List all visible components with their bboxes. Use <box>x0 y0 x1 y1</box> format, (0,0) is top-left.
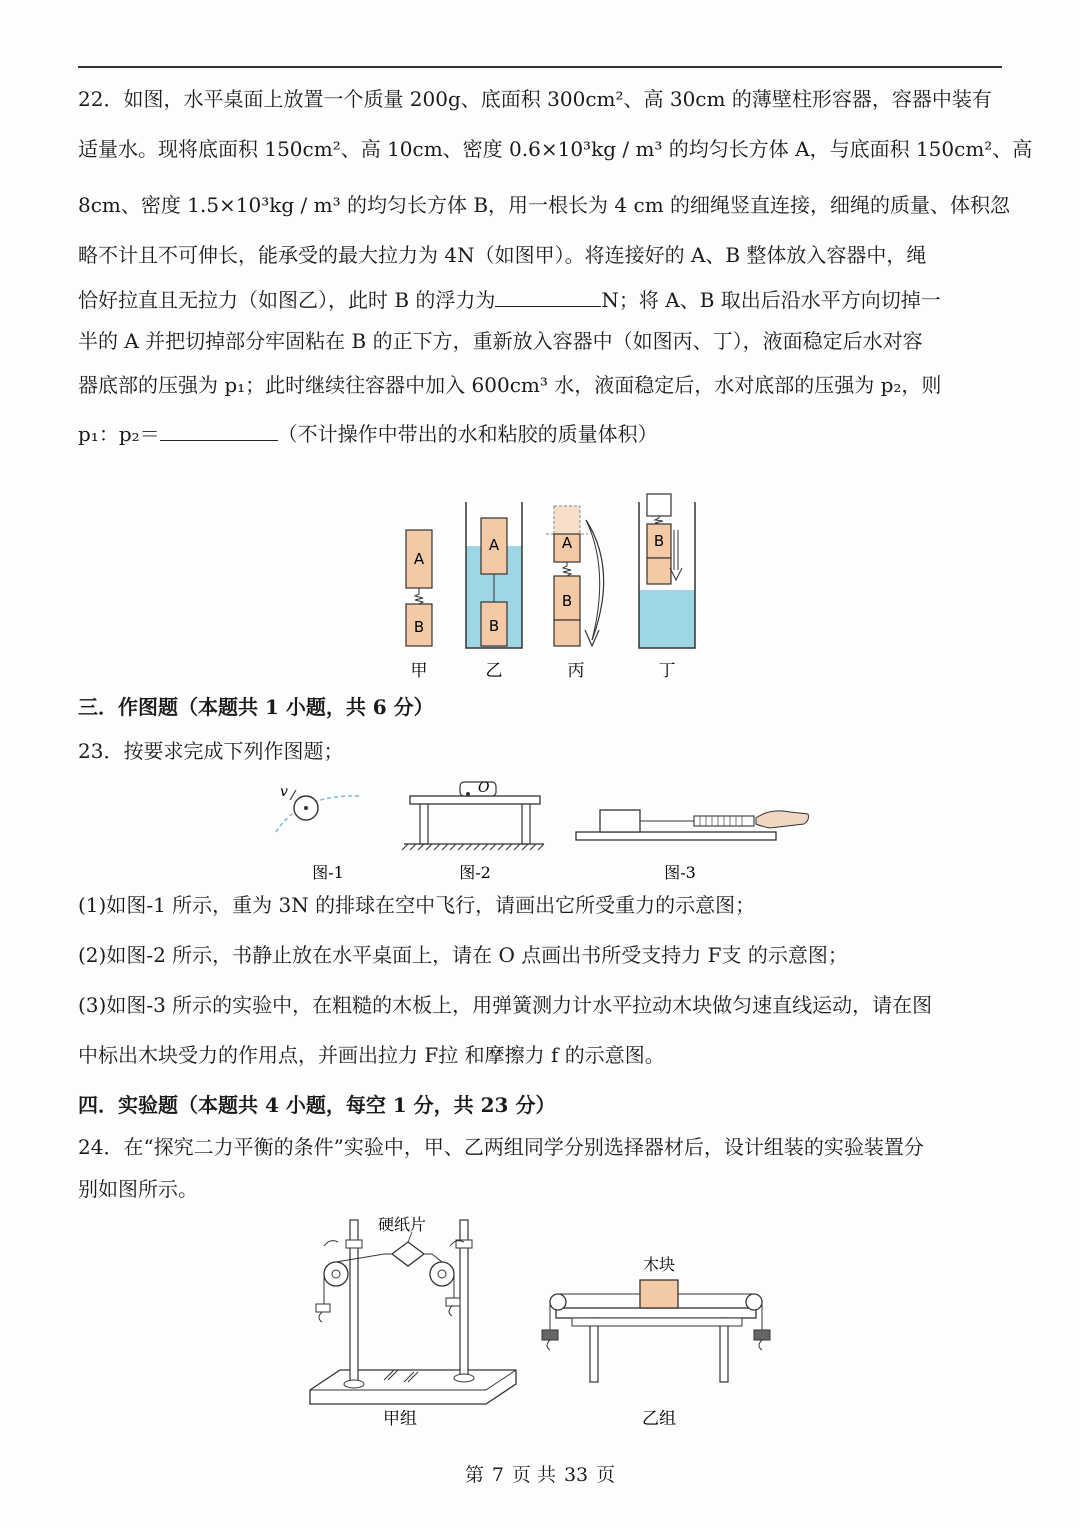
q22-line-2: 适量水。现将底面积 150cm²、高 10cm、密度 0.6×10³kg / m³ 的均匀长方体 A，与底面积 150cm²、高 <box>78 137 1033 161</box>
base-board <box>310 1370 516 1404</box>
caption-bing: 丙 <box>567 661 585 681</box>
q22-line-7: 器底部的压强为 p₁；此时继续往容器中加入 600cm³ 水，液面稳定后，水对底部的压强为 p₂，则 <box>78 373 942 397</box>
q22-line-5 <box>78 286 941 313</box>
desk-apron <box>572 1318 742 1326</box>
answer-blank-buoyancy[interactable] <box>495 286 601 307</box>
wood-block <box>600 810 640 832</box>
glued-part-ding <box>647 558 671 584</box>
label-v: v <box>280 784 288 800</box>
desk-weight-left <box>542 1330 558 1340</box>
wood-board <box>576 832 776 840</box>
caption-group-jia: 甲组 <box>383 1409 417 1429</box>
pulley-right-hub <box>438 1270 446 1278</box>
water-ding <box>639 590 695 648</box>
q22-line-6: 半的 A 并把切掉部分牢固粘在 B 的正下方，重新放入容器中（如图丙、丁），液面稳定后水对容 <box>78 329 923 353</box>
wood-block-yi <box>640 1280 678 1308</box>
caption-fig-2: 图-2 <box>459 863 491 882</box>
ball-center <box>304 806 308 810</box>
block-a-half-ding <box>647 494 671 516</box>
q23-figures <box>270 774 830 886</box>
section-3-heading: 三．作图题（本题共 1 小题，共 6 分） <box>78 695 434 719</box>
cut-part-bing <box>554 506 580 534</box>
caption-yi: 乙 <box>485 661 503 681</box>
q22-line-5b: N；将 A、B 取出后沿水平方向切掉一 <box>601 288 941 312</box>
clamp-left <box>346 1240 362 1248</box>
label-a-yi: A <box>488 536 500 554</box>
q22-line-3: 8cm、密度 1.5×10³kg / m³ 的均匀长方体 B，用一根长为 4 cm 的细绳竖直连接，细绳的质量、体积忽 <box>78 193 1011 217</box>
string-left <box>336 1254 384 1262</box>
label-o: O <box>478 780 490 796</box>
q22-line-8 <box>78 420 658 447</box>
q23-part-3-cont: 中标出木块受力的作用点，并画出拉力 F拉 和摩擦力 f 的示意图。 <box>78 1043 665 1067</box>
footer-mid: 页 共 <box>511 1464 556 1486</box>
rod-foot-right <box>454 1374 474 1382</box>
q22-line-4: 略不计且不可伸长，能承受的最大拉力为 4N（如图甲）。将连接好的 A、B 整体放入容器中，绳 <box>78 243 927 267</box>
label-a-jia: A <box>413 550 425 568</box>
glued-part-bing <box>554 620 580 646</box>
table-leg-left <box>420 804 428 844</box>
answer-blank-pressure-ratio[interactable] <box>160 420 278 441</box>
q22-line-8b: （不计操作中带出的水和粘胶的质量体积） <box>277 422 658 446</box>
clip-left <box>324 1241 338 1246</box>
label-b-bing: B <box>561 592 573 610</box>
section-4-heading: 四．实验题（本题共 4 小题，每空 1 分，共 23 分） <box>78 1093 556 1117</box>
caption-jia: 甲 <box>410 661 428 681</box>
q24-line-1: 24．在“探究二力平衡的条件”实验中，甲、乙两组同学分别选择器材后，设计组装的实验装置分 <box>78 1135 924 1159</box>
ball-trajectory <box>276 796 360 832</box>
table-leg-right <box>522 804 530 844</box>
q23-intro: 23．按要求完成下列作图题； <box>78 739 344 763</box>
hand-icon <box>756 811 809 828</box>
string-right <box>432 1254 442 1262</box>
table-top <box>410 796 540 804</box>
top-rule <box>78 66 1002 68</box>
string-bing <box>563 562 571 576</box>
label-cardboard: 硬纸片 <box>377 1215 427 1234</box>
caption-ding: 丁 <box>658 661 676 681</box>
point-o <box>466 792 470 796</box>
desk-pulley-right <box>746 1294 762 1310</box>
desk-hook-right <box>759 1340 762 1350</box>
velocity-arrow-icon <box>290 790 296 800</box>
pulley-left-hub <box>332 1270 340 1278</box>
footer-suffix: 页 <box>596 1464 616 1486</box>
label-wood-block: 木块 <box>642 1255 676 1274</box>
curved-arrow-icon <box>586 520 604 640</box>
weight-left <box>316 1304 330 1312</box>
desk-top <box>556 1308 756 1318</box>
caption-group-yi: 乙组 <box>642 1409 676 1429</box>
q22-figure <box>396 490 706 690</box>
q22-line-8a: p₁：p₂＝ <box>78 422 160 446</box>
clamp-right <box>456 1240 472 1248</box>
q24-figures <box>300 1212 790 1434</box>
desk-weight-right <box>754 1330 770 1340</box>
label-b-jia: B <box>413 618 425 636</box>
weight-right <box>446 1298 460 1306</box>
label-b-ding: B <box>653 532 665 550</box>
desk-pulley-left <box>550 1294 566 1310</box>
caption-fig-1: 图-1 <box>312 863 344 882</box>
cardboard <box>392 1242 424 1266</box>
desk-leg-2 <box>720 1318 728 1382</box>
hook-left <box>319 1312 322 1322</box>
label-a-bing: A <box>561 534 573 552</box>
footer-page-number: 7 <box>491 1464 504 1486</box>
footer-total-pages: 33 <box>563 1464 589 1486</box>
label-b-yi: B <box>488 617 500 635</box>
q23-part-3: (3)如图-3 所示的实验中，在粗糙的木板上，用弹簧测力计水平拉动木块做匀速直线运动，请在图 <box>78 993 933 1017</box>
caption-fig-3: 图-3 <box>664 863 696 882</box>
q22-line-1: 22．如图，水平桌面上放置一个质量 200g、底面积 300cm²、高 30cm 的薄壁柱形容器，容器中装有 <box>78 87 992 111</box>
desk-hook-left <box>547 1340 550 1350</box>
page-footer <box>0 1460 1080 1487</box>
q24-line-2: 别如图所示。 <box>78 1177 198 1201</box>
down-arrow-icon <box>670 530 682 580</box>
rod-foot-left <box>344 1380 364 1388</box>
q23-part-1: (1)如图-1 所示，重为 3N 的排球在空中飞行，请画出它所受重力的示意图； <box>78 893 756 917</box>
floor-hatching <box>402 844 544 850</box>
desk-leg-1 <box>590 1318 598 1382</box>
string-ding <box>655 516 663 524</box>
footer-prefix: 第 <box>464 1464 484 1486</box>
hook-right <box>449 1306 452 1316</box>
q22-line-5a: 恰好拉直且无拉力（如图乙），此时 B 的浮力为 <box>78 288 496 312</box>
q23-part-2: (2)如图-2 所示，书静止放在水平桌面上，请在 O 点画出书所受支持力 F支 的示意图； <box>78 943 848 967</box>
string-jia <box>415 588 423 604</box>
